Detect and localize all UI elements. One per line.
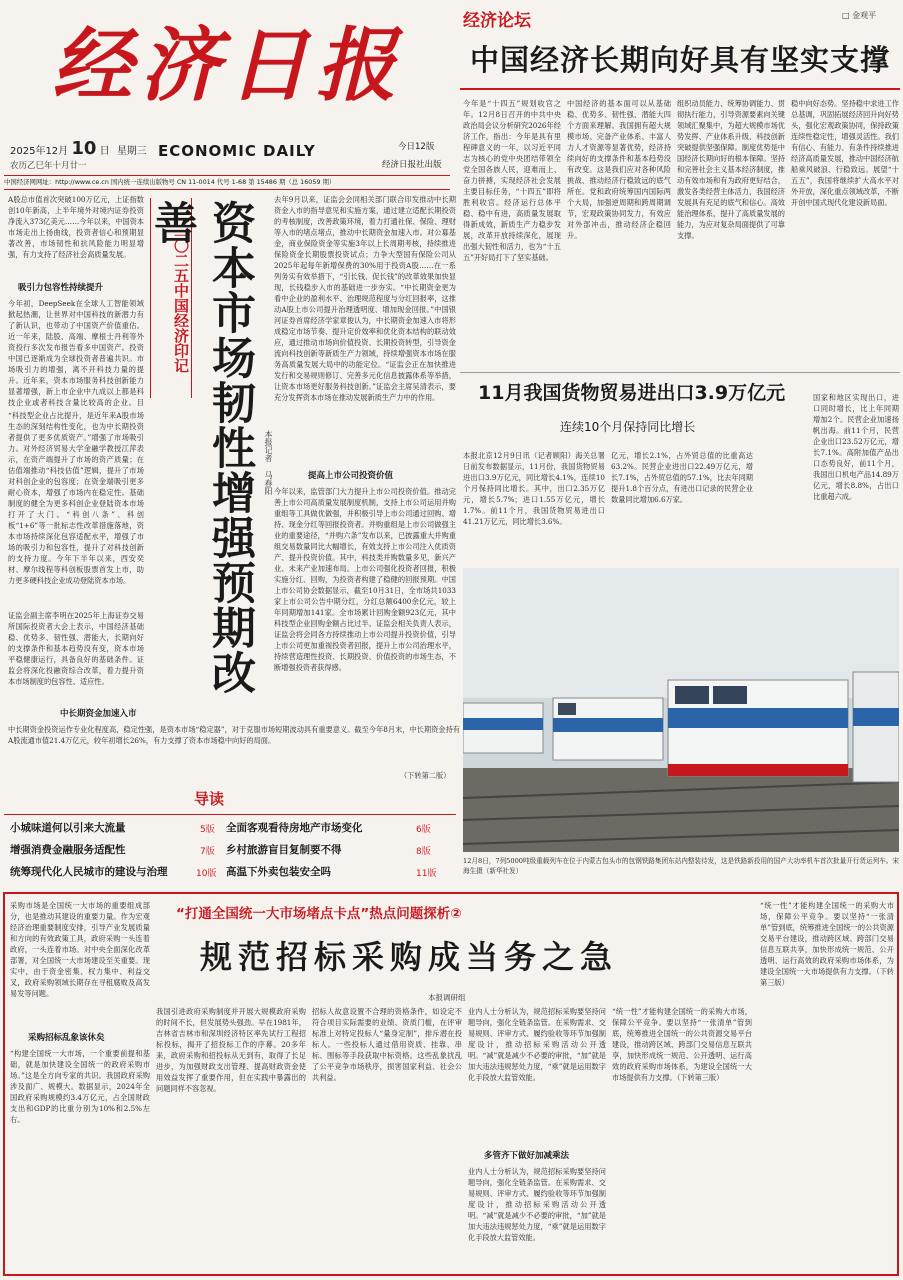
bottom-col-4: 业内人士分析认为，规范招标采购要坚持问题导向，强化全链条监管。在采购需求、交易规则、评审方式、履约验收等环节加强制度设计，推动招标采购活动公开透明。“减”就是减少不必要的审批，“加”就是加大违法违规惩处力度，“乘”就是运用数字化手段放大监管效能。 [468, 1007, 606, 1082]
bottom-col-2: 我国引进政府采购制度并开展大规模政府采购的时间不长，但发展势头强劲。早在1981年，吉林省吉林市和深圳经济特区率先试行工程招标投标，揭开了招投标工作的序幕。20多年来，政府采购和招投标从无到有，取得了长足进步，为加强财政支出管理、提高财政资金使用效益发挥了重要作用，但在实践中暴露出的问题同样不容忽视。 [156, 1007, 306, 1093]
trade-col-3: 国家和地区实现出口，进口同时增长，比上年同期增加2个。民营企业加速扬帆出海。前11个月，民营企业出口23.52万亿元，增长7.1%。高附加值产品出口态势良好，前11个月，我国出口机电产品14.89万亿元，增长8.8%，占出口比重超六成。 [813, 393, 899, 501]
guide-item-label: 统筹现代化人民城市的建设与治理 [10, 866, 168, 878]
guide-item-page: 7版 [200, 847, 215, 857]
trade-headline: 11月我国货物贸易进出口3.9万亿元 [478, 382, 786, 404]
forum-col-3: 组织动员能力、统筹协调能力、贯彻执行能力，引导资源要素向关键领域汇聚集中，为超大规模市场优势发挥、产业体系升级、科技创新突破提供坚强保障。制度优势是中国经济长期向好的根本保障。坚持和完善社会主义基本经济制度，推动有效市场和有为政府更好结合，激发各类经营主体活力，我国经济发展具有充足的底气和信心。高效能治理体系，提升了高质量发展的能力，为应对复杂局面提供了可靠支撑。 [677, 99, 785, 240]
bottom-headline: 规范招标采购成当务之急 [200, 938, 619, 976]
guide-item-4[interactable] [226, 842, 432, 857]
forum-col-4: 稳中向好态势。坚持稳中求进工作总基调，巩固拓展经济回升向好势头，强化宏观政策协同，保持政策连续性稳定性，增强灵活性。我们有信心、有能力、有条件持续推进经济高质量发展，推动中国经济航船乘风破浪、行稳致远。展望“十五五”，我国将继续扩大高水平对外开放，深化重点领域改革，不断开创中国式现代化建设新局面。 [791, 99, 899, 207]
lead-col-1-intro: A股总市值首次突破100万亿元，上证指数创10年新高，上半年境外对境内证券投资净流入373亿美元……今年以来，中国资本市场走出上扬曲线，投资者信心和预期显著改善，市场韧性和抗风险能力明显增强，有力支持了经济社会高质量发展。 [8, 195, 144, 259]
lead-subhead-2: 中长期资金加速入市 [60, 709, 137, 719]
bottom-kicker: “打通全国统一大市场堵点卡点”热点问题探析② [176, 906, 462, 922]
forum-column-label: 经济论坛 [463, 11, 531, 31]
publisher: 经济日报社出版 [382, 160, 442, 170]
date-unit: 日 [99, 146, 110, 157]
photo-caption: 12月8日，7列5000吨级重载列车在位于内蒙古包头市的包钢铁路集团东站内整装待发，这是铁路新投用的国产大功率机车首次批量开行货运列车。宋海生摄（新华社发） [463, 857, 899, 875]
guide-item-label: 全面客观看待房地产市场变化 [226, 822, 363, 834]
guide-item-2[interactable] [226, 820, 432, 835]
guide-box [4, 786, 456, 880]
guide-item-page: 5版 [200, 825, 215, 835]
masthead [0, 0, 450, 172]
square-icon: □ [842, 11, 850, 20]
forum-rule [460, 88, 900, 90]
guide-rule [4, 814, 456, 815]
guide-item-page: 8版 [416, 847, 431, 857]
guide-item-page: 10版 [196, 869, 217, 879]
bottom-subhead-1: 采购招标乱象该休矣 [28, 1033, 105, 1043]
page-count: 今日12版 [398, 142, 435, 152]
app-badge[interactable] [842, 10, 876, 21]
guide-item-page: 11版 [416, 869, 437, 879]
bottom-col-1-body: “构建全国统一大市场，一个重要前提和基础，就是加快建设全国统一的政府采购市场。”这是全方向专家的共识。我国政府采购涉及面广、规模大。数据显示，2024年全国政府采购规模约3.4万亿元，占全国财政支出和GDP的比重分别为10%和2.5%左右。 [10, 1049, 150, 1124]
guide-item-label: 小城味道何以引来大流量 [10, 822, 126, 834]
weekday: 星期三 [116, 146, 147, 157]
trade-col-1: 本报北京12月9日讯（记者顾阳）海关总署日前发布数据显示，11月份，我国货物贸易进出口3.9万亿元，同比增长4.1%，连续10个月保持同比增长。其中，出口2.35万亿元，增长5.7%；进口1.55万亿元，增长1.7%。前11个月，我国货物贸易进出口41.21万亿元，同比增长3.6%。 [463, 451, 605, 526]
guide-item-page: 6版 [416, 825, 431, 835]
bottom-byline: 本报调研组 [428, 993, 466, 1002]
english-title: ECONOMIC DAILY [158, 142, 316, 160]
date-day: 10 [71, 138, 97, 159]
trade-subhead: 连续10个月保持同比增长 [560, 420, 696, 434]
lead-side-label: 二〇二五中国经济印记 [150, 198, 192, 398]
issue-date [10, 138, 147, 159]
guide-item-5[interactable] [10, 864, 216, 879]
lead-subhead-1: 吸引力包容性持续提升 [18, 283, 104, 293]
bottom-col-6: “统一性”才能构建全国统一的采购大市场，保障公平竞争。要以坚持“一张清单”管到底，统筹推进全国统一的公共资源交易平台建设，推动跨区域、跨部门交易信息互联共享，加快形成统一规范、公开透明、运行高效的政府采购市场体系，为建设全国统一大市场提供有力支撑。（下转第三版） [760, 901, 894, 987]
app-label: 金观平 [852, 11, 877, 20]
bottom-subhead-2: 多管齐下做好加减乘法 [484, 1151, 570, 1161]
lead-col-1-body: 今年初，DeepSeek在全球人工智能领域掀起热潮，让世界对中国科技的新潜力有了新认识，也带动了中国资产价值重估。近一年来，陆股、高端、摩根士丹利等外资投行多次发布报告看多中国资产。投资中国已逐渐成为全球投资者普遍共识。市场吸引力的增强，离不开科技力量的提升。近年来，资本市场服务科技创新能力显著增强，新上市企业中九成以上都是科技企业或者科技含量比较高的企业。目 [8, 299, 144, 406]
lead-col-1-body-3: 证监会副主席李明在2025年上海证券交易所国际投资者大会上表示，中国经济基础稳、优势多、韧性强、潜能大，长期向好的支撑条件和基本趋势没有变，资本市场平稳健康运行，具备良好的基础条件。证监会将深化投融资综合改革，着力提升资本市场制度的包容性、适应性。 [8, 611, 144, 686]
guide-item-label: 高温下外卖包装安全吗 [226, 866, 331, 878]
forum-col-1: 今年是“十四五”规划收官之年。12月8日召开的中共中央政治局会议分析研究2026年经济工作，指出：今年是具有里程碑意义的一年，以习近平同志为核心的党中央团结带领全党全国各族人民，迎难而上、奋力拼搏，实现经济社会发展主要目标任务，“十四五”即将胜利收官。经济运行总体平稳、稳中有进，高质量发展取得新成效，新质生产力稳步发展，改革开放持续深化，展现出强大韧性和活力，也为“十五五”开好局打下了坚实基础。 [463, 99, 561, 262]
guide-item-6[interactable] [226, 864, 432, 879]
forum-headline: 中国经济长期向好具有坚实支撑 [470, 43, 891, 77]
bottom-col-5: “统一性”才能构建全国统一的采购大市场，保障公平竞争。要以坚持“一张清单”管到底，统筹推进全国统一的公共资源交易平台建设，推动跨区域、跨部门交易信息互联共享，加快形成统一规范、公开透明、运行高效的政府采购市场体系，为建设全国统一大市场提供有力支撑。（下转第三版） [612, 1007, 752, 1082]
bottom-col-3: 招标人故意设置不合理的资格条件，如设定不符合项目实际需要的业绩、资质门槛，在评审标准上对特定投标人“量身定制”，排斥潜在投标人。一些投标人通过借用资质、挂靠、串标、围标等手段获取中标资格。这些乱象扰乱了公平竞争市场秩序，损害国家利益、社会公共利益。 [312, 1007, 462, 1082]
lead-continued: （下转第二版） [400, 771, 451, 780]
lead-col-1-body-4: 中长期资金投资运作专业化程度高，稳定性强，是资本市场“稳定器”，对于克服市场短期波动具有重要意义。截至今年8月末，中长期资金持有A股流通市值21.4万亿元，较年初增长26%，有力支撑了资本市场稳中向好的局面。 [8, 725, 460, 745]
train-photo [463, 568, 899, 852]
bottom-col-4b: 业内人士分析认为，规范招标采购要坚持问题导向，强化全链条监管。在采购需求、交易规则、评审方式、履约验收等环节加强制度设计，推动招标采购活动公开透明。“减”就是减少不必要的审批，“加”就是加大违法违规惩处力度，“乘”就是运用数字化手段放大监管效能。 [468, 1167, 606, 1242]
lead-col-2-body-2: 今年以来，监管部门大力提升上市公司投资价值。推动完善上市公司高质量发展制度机制，支持上市公司运用并购重组等工具做优做强，并积极引导上市公司通过回购、增持、现金分红等回报投资者。并购重组是上市公司做强主业的重要途径，“并购六条”发布以来，已披露重大并购重组交易数量同比大幅增长，有效支持上市公司注入优质资产、提升投资价值。其中，科技类并购数量多见，新兴产业、未来产业加速布局。上市公司强化投资者回报，积极实施分红、回购，为投资者构建了稳健的回报预期。中国上市公司协会数据显示，截至10月31日，全市场共1033家上市公司公告中期分红，分红总额6400余亿元，较上年同期增加141家。全市场累计回购金额923亿元，其中科技型企业回购金额占比过半。证监会相关负责人表示，证监会将会同各方持续推动上市公司提升投资价值，引导上市公司更加重视投资者回报，提升上市公司治理水平，持续营造理性投资、长期投资、价值投资的市场生态，不断增强投资者获得感。 [274, 487, 456, 672]
lunar-date: 农历乙巳年十月廿一 [10, 161, 87, 171]
guide-item-3[interactable] [10, 842, 216, 857]
train-photo-image [463, 568, 899, 852]
newspaper-logo: 经济日报 [52, 18, 404, 112]
lead-col-2-body: 去年9月以来，证监会会同相关部门联合印发推动中长期资金入市的指导意见和实施方案，通过建立适配长期投资的考核制度，改善政策环境，着力打通社保、保险、理财等入市的堵点堵点，推动中长期资金加速入市。对公募基金，商业保险资金等实施3年以上长周期考核，持续推进保险资金长期股票投资试点；力争大型国有保险公司从2025年起每年新增保费的30%用于投资A股……在一系列务实有效举措下，“引长钱、促长钱”的改革效果加快显现，长钱稳步入市的基础进一步夯实。“中长期资金更为看中企业的盈利水平、治理规范程度与分红回报率，这推动A股上市公司提升治理透明度、增加现金回报。”中国银河证券首席经济学家章俊认为，中长期资金加速入市将形成稳定市场节奏、提升定价效率和优化资本结构的联动效应，通过推动市场向价值投资、长期投资转型，引导资金流向科技创新等新质生产力领域，持续增强资本市场在服务高质量发展大局中的功能定位。“证监会正在加快推进发行和交易规则修订、完善多元化信息披露体系等举措，让资本市场更好服务科技创新。”证监会主席吴清表示，要充分发挥资本市场在推动发展新质生产力中的作用。 [274, 195, 456, 402]
lead-byline: 本报记者 马春阳 [264, 430, 273, 495]
date-year: 2025年12月 [10, 146, 69, 157]
forum-divider [460, 372, 900, 373]
lead-headline: 资本市场韧性增强预期改善 [146, 200, 255, 695]
guide-item-1[interactable] [10, 820, 216, 835]
info-bar: 中国经济网网址：http://www.ce.cn 国内统一连续出版物号 CN 11-0014 代号 1-68 第 15486 期（总 16059 期） [4, 175, 450, 190]
guide-item-label: 乡村旅游盲目复制要不得 [226, 844, 342, 856]
trade-col-2: 亿元，增长2.1%，占外贸总值的比重高达63.2%。民营企业进出口22.49万亿元，增长7.1%，占外贸总值的57.1%，比去年同期提升1.8个百分点，有进出口记录的民营企业数量同比增加6.6万家。 [611, 451, 753, 504]
guide-title: 导读 [194, 790, 225, 808]
lead-col-1-body-2: “科技型企业占比提升，是近年来A股市场生态的深刻结构性变化，也为中长期投资者提供了更多优质资产。”增强了市场吸引力。对外经济贸易大学金融学教授江萍表示，在资产端提升了市场的资产质量；在估值端推动“科技估值”逻辑，提升了市场对科创企业的包容度；在资金端吸引更多耐心资本，增强了市场内在稳定性。基础制度的健全为更多科创企业登陆资本市场打开了大门。“科创八条”、科创板“1+6”等一批标志性改革措施落地，资本市场持续深化包容适配水平，增强了市场的吸引力和包容性，提升了对科技创新的支持力度。今年下半年以来，西安奕材、摩尔线程等科创板股票首发上市，助力更多硬科技企业成功登陆资本市场。 [8, 411, 144, 585]
guide-item-label: 增强消费金融服务适配性 [10, 844, 126, 856]
lead-subhead-3: 提高上市公司投资价值 [308, 471, 394, 481]
bottom-col-1-intro: 采购市场是全国统一大市场的重要组成部分，也是推动其建设的重要力量。作为宏观经济治理重要制度安排，引导产业发展质量和方向的有效政策工具，政府采购一头连着政府，一头连着市场。对中央全面深化改革部署，对全国统一大市场建设至关重要。现实中，由于资金密集、权力集中、利益交叉，政府采购领域长期存在寻租腐败及高发易发等问题。 [10, 901, 150, 998]
forum-col-2: 中国经济的基本面可以从基础稳、优势多、韧性强、潜能大四个方面来理解。我国拥有超大规模市场、完备产业体系、丰富人力人才资源等显著优势，经济持续向好的支撑条件和基本趋势没有改变。这是我们应对各种风险挑战、推动经济行稳致远的底气所在。党和政府统筹国内国际两个大局，加强逆周期和跨周期调节，宏观政策协同发力，有效应对外部冲击，推动经济企稳回升。 [567, 99, 671, 240]
